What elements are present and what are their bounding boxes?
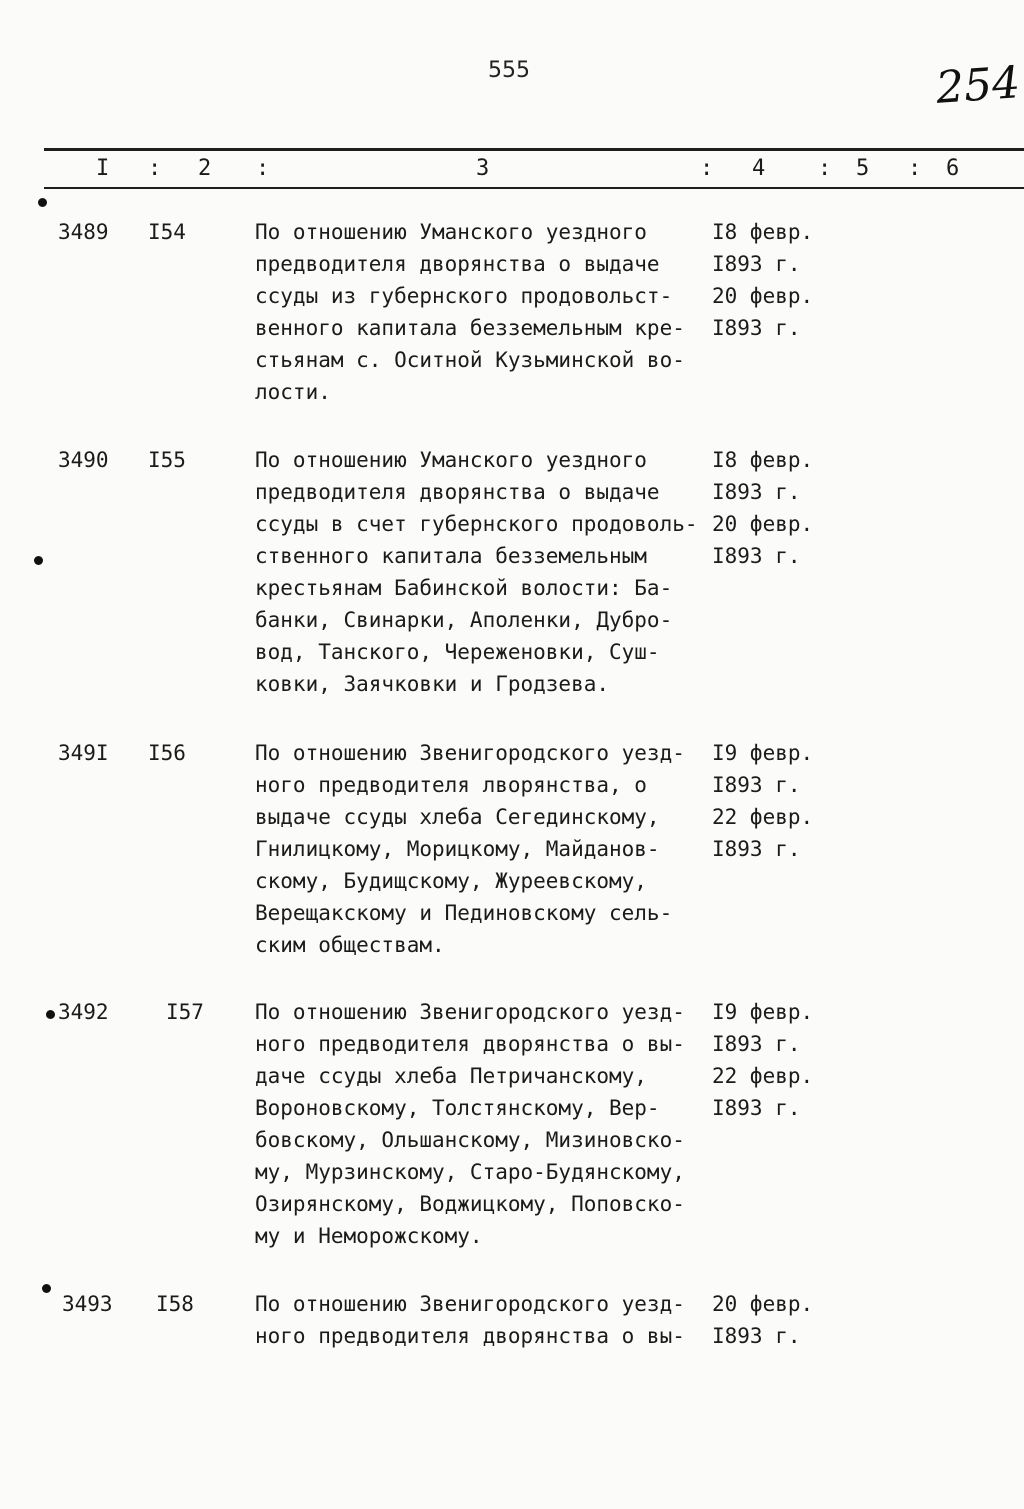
record-description: По отношению Звенигородского уезд- ного предводителя дворянства о вы-	[255, 1292, 685, 1348]
header-rule-top	[44, 148, 1024, 151]
header-col-1: I	[96, 156, 110, 181]
record-folio: I56	[148, 741, 186, 765]
header-col-3: 3	[476, 156, 490, 181]
record-dates: I9 февр. I893 г. 22 февр. I893 г.	[712, 1000, 814, 1120]
header-sep-1: :	[148, 156, 162, 181]
header-rule-bottom	[44, 187, 1024, 189]
record-dates: 20 февр. I893 г.	[712, 1292, 814, 1348]
header-col-5: 5	[856, 156, 870, 181]
header-col-2: 2	[198, 156, 212, 181]
header-sep-2: :	[256, 156, 270, 181]
header-sep-4: :	[818, 156, 832, 181]
record-number: 3492	[58, 1000, 109, 1024]
record-dates: I8 февр. I893 г. 20 февр. I893 г.	[712, 448, 814, 568]
header-col-4: 4	[752, 156, 766, 181]
record-folio: I55	[148, 448, 186, 472]
margin-dot	[38, 198, 47, 207]
record-number: 3490	[58, 448, 109, 472]
header-sep-3: :	[700, 156, 714, 181]
archive-number-handwritten: 254	[934, 57, 1022, 114]
record-description: По отношению Звенигородского уезд- ного предводителя лворянства, о выдаче ссуды хлеба Сегединскому, Гнилицкому, Морицкому, Майданов- скому, Будищскому, Журеевскому, Верещакскому и Пединовскому сель- ским обществам.	[255, 741, 685, 957]
record-number: 3493	[62, 1292, 113, 1316]
record-description: По отношению Звенигородского уезд- ного предводителя дворянства о вы- даче ссуды хлеба Петричанскому, Вороновскому, Толстянскому, Вер- бовскому, Ольшанскому, Мизиновско- му, Мурзинскому, Старо-Будянскому, Озирянскому, Воджицкому, Поповско- му и Неморожскому.	[255, 1000, 685, 1248]
record-number: 349I	[58, 741, 109, 765]
record-number: 3489	[58, 220, 109, 244]
margin-dot	[46, 1010, 55, 1019]
header-sep-5: :	[908, 156, 922, 181]
margin-dot	[34, 556, 43, 565]
header-col-6: 6	[946, 156, 960, 181]
record-dates: I8 февр. I893 г. 20 февр. I893 г.	[712, 220, 814, 340]
page-number: 555	[488, 58, 530, 83]
record-folio: I58	[156, 1292, 194, 1316]
record-folio: I54	[148, 220, 186, 244]
record-description: По отношению Уманского уездного предводителя дворянства о выдаче ссуды в счет губернского продоволь- ственного капитала безземельным крестьянам Бабинской волости: Ба- банки, Свинарки, Аполенки, Дубро- вод, Танского, Череженовки, Суш- ковки, Заячковки и Гродзева.	[255, 448, 698, 696]
record-description: По отношению Уманского уездного предводителя дворянства о выдаче ссуды из губернского продовольст- венного капитала безземельным кре- стьянам с. Оситной Кузьминской во- лости.	[255, 220, 685, 404]
record-folio: I57	[166, 1000, 204, 1024]
record-dates: I9 февр. I893 г. 22 февр. I893 г.	[712, 741, 814, 861]
margin-dot	[42, 1284, 51, 1293]
